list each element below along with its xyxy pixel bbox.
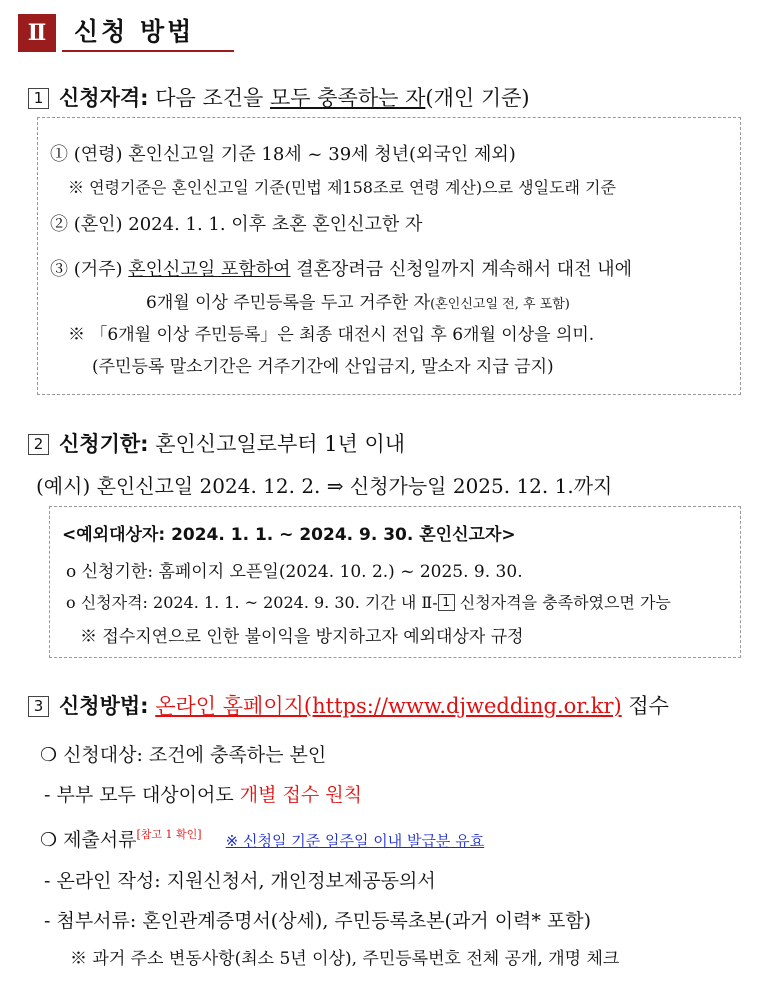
exception-deadline: o 신청기한: 홈페이지 오픈일(2024. 10. 2.) ~ 2025. 9. 30. [66, 562, 523, 582]
docs-attachments-note: ※ 과거 주소 변동사항(최소 5년 이상), 주민등록번호 전체 공개, 개명 체크 [70, 949, 620, 969]
exception-note: ※ 접수지연으로 인한 불이익을 방지하고자 예외대상자 규정 [80, 627, 524, 647]
condition-residence-note2: (주민등록 말소기간은 거주기간에 산입금지, 말소자 지급 금지) [92, 357, 554, 377]
docs-online: - 온라인 작성: 지원신청서, 개인정보제공동의서 [44, 870, 436, 892]
condition-age: ① (연령) 혼인신고일 기준 18세 ~ 39세 청년(외국인 제외) [50, 144, 516, 165]
condition-residence-line2-main: 6개월 이상 주민등록을 두고 거주한 자 [146, 293, 431, 313]
section-title: 신청 방법 [74, 17, 195, 46]
exception-eligibility [66, 590, 671, 613]
condition-marriage: ② (혼인) 2024. 1. 1. 이후 초혼 혼인신고한 자 [50, 214, 423, 235]
exception-title: <예외대상자: 2024. 1. 1. ~ 2024. 9. 30. 혼인신고자> [62, 525, 516, 545]
condition-age-note: ※ 연령기준은 혼인신고일 기준(민법 제158조로 연령 계산)으로 생일도래 기준 [68, 178, 616, 197]
eligibility-heading [28, 82, 530, 112]
eligibility-text-underlined: 모두 충족하는 자 [270, 86, 426, 110]
deadline-text: 혼인신고일로부터 1년 이내 [155, 432, 406, 456]
section-badge: Ⅱ [18, 14, 56, 52]
target-note-a: - 부부 모두 대상이어도 [44, 784, 240, 806]
docs-attachments: - 첨부서류: 혼인관계증명서(상세), 주민등록초본(과거 이력* 포함) [44, 910, 592, 932]
deadline-example: (예시) 혼인신고일 2024. 12. 2. ⇒ 신청가능일 2025. 12. 1.까지 [36, 474, 613, 498]
homepage-link[interactable]: 온라인 홈페이지(https://www.djwedding.or.kr) [155, 694, 622, 718]
item-number-box: 3 [28, 696, 49, 717]
section-title-underline [62, 50, 234, 52]
condition-residence-line2-small: (혼인신고일 전, 후 포함) [430, 297, 570, 312]
target-note [44, 780, 362, 807]
item-number-box: 1 [28, 88, 49, 109]
condition-residence-underlined: 혼인신고일 포함하여 [128, 259, 291, 280]
eligibility-text-b: (개인 기준) [425, 86, 530, 110]
method-label: 신청방법: [59, 694, 149, 718]
docs-validity-note: ※ 신청일 기준 일주일 이내 발급분 유효 [225, 832, 485, 850]
target-label: ❍ 신청대상: 조건에 충족하는 본인 [40, 744, 327, 766]
docs-ref: [참고 1 확인] [136, 828, 202, 841]
deadline-label: 신청기한: [59, 432, 149, 456]
condition-residence [50, 255, 632, 281]
item-number-box: 2 [28, 434, 49, 455]
condition-residence-prefix: ③ (거주) [50, 259, 129, 280]
docs-heading [40, 825, 484, 852]
eligibility-text-a: 다음 조건을 [155, 86, 271, 110]
item-number-box: 1 [438, 594, 455, 611]
deadline-heading [28, 428, 405, 458]
target-note-red: 개별 접수 원칙 [239, 784, 362, 806]
exception-eligibility-a: o 신청자격: 2024. 1. 1. ~ 2024. 9. 30. 기간 내 Ⅱ- [66, 593, 438, 612]
exception-eligibility-b: 신청자격을 충족하였으면 가능 [454, 593, 671, 612]
condition-residence-line2 [146, 288, 570, 313]
docs-label: ❍ 제출서류 [40, 829, 137, 851]
eligibility-label: 신청자격: [59, 86, 149, 110]
condition-residence-rest: 결혼장려금 신청일까지 계속해서 대전 내에 [290, 259, 633, 280]
method-suffix: 접수 [621, 694, 669, 718]
method-heading [28, 690, 669, 720]
condition-residence-note1: ※ 「6개월 이상 주민등록」은 최종 대전시 전입 후 6개월 이상을 의미. [68, 325, 595, 345]
